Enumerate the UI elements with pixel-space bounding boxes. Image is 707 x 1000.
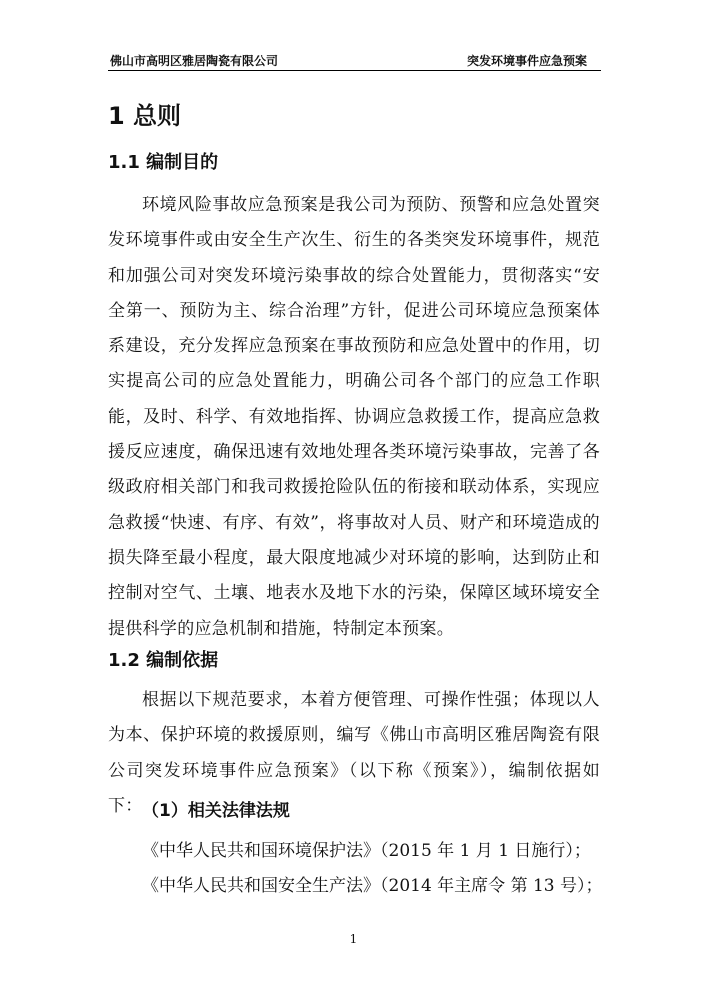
section-title: 1 总则 — [108, 102, 182, 130]
laws-list-heading: （1）相关法律法规 — [142, 801, 290, 821]
purpose-paragraph: 环境风险事故应急预案是我公司为预防、预警和应急处置突发环境事件或由安全生产次生、衍生的各类突发环境事件，规范和加强公司对突发环境污染事故的综合处置能力，贯彻落实“安全第一、预防为主、综合治理”方针，促进公司环境应急预案体系建设，充分发挥应急预案在事故预防和应急处置中的作用，切实提高公司的应急处置能力，明确公司各个部门的应急工作职能，及时、科学、有效地指挥、协调应急救援工作，提高应急救援反应速度，确保迅速有效地处理各类环境污染事故，完善了各级政府相关部门和我司救援抢险队伍的衔接和联动体系，实现应急救援“快速、有序、有效”，将事故对人员、财产和环境造成的损失降至最小程度，最大限度地减少对环境的影响，达到防止和控制对空气、土壤、地表水及地下水的污染，保障区域环境安全提供科学的应急机制和措施，特制定本预案。 — [108, 195, 600, 639]
subsection-title-basis: 1.2 编制依据 — [108, 650, 219, 671]
subsection-title-purpose: 1.1 编制目的 — [108, 152, 219, 173]
header-company-name: 佛山市高明区雅居陶瓷有限公司 — [110, 54, 279, 68]
page-header — [108, 50, 601, 71]
law-item: 《中华人民共和国环境保护法》（2015 年 1 月 1 日施行）； — [142, 841, 591, 861]
law-item: 《中华人民共和国安全生产法》（2014 年主席令 第 13 号）； — [142, 876, 603, 896]
header-document-title: 突发环境事件应急预案 — [466, 54, 587, 68]
basis-paragraph: 根据以下规范要求，本着方便管理、可操作性强；体现以人为本、保护环境的救援原则，编写《佛山市高明区雅居陶瓷有限公司突发环境事件应急预案》（以下称《预案》），编制依据如下： — [108, 690, 600, 816]
page-number: 1 — [349, 932, 358, 946]
